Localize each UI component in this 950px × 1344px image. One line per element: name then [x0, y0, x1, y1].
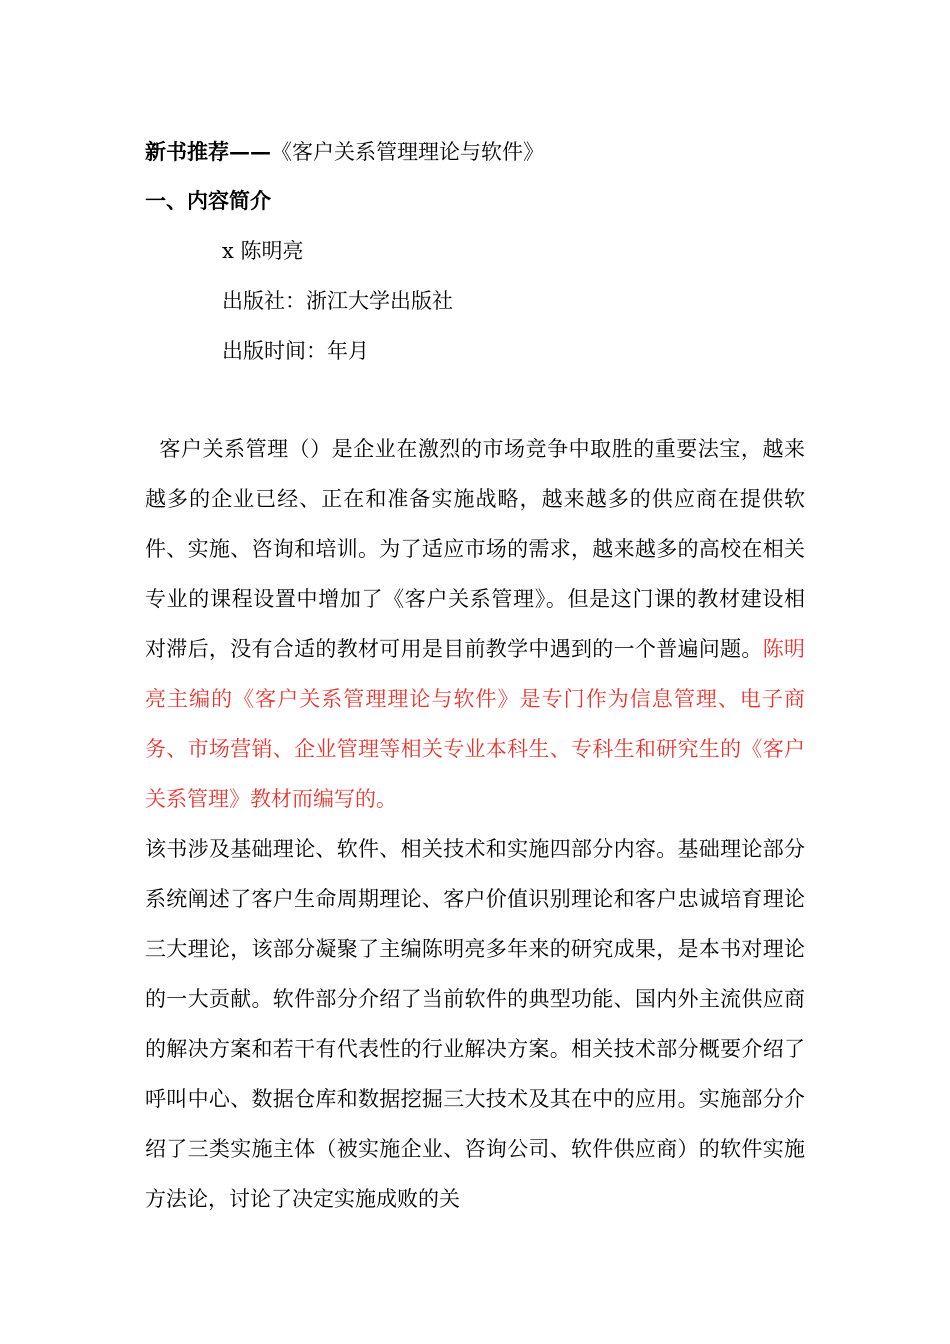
section-heading: 一、内容简介 — [145, 188, 271, 213]
title-prefix: 新书推荐—— — [145, 139, 271, 164]
document-title — [145, 137, 544, 167]
intro-paragraph — [145, 424, 805, 824]
intro-text: 客户关系管理（）是企业在激烈的市场竞争中取胜的重要法宝，越来越多的企业已经、正在和准备实施战略，越来越多的供应商在提供软件、实施、咨询和培训。为了适应市场的需求，越来越多的高校在相关专业的课程设置中增加了《客户关系管理》。但是这门课的教材建设相对滞后，没有合适的教材可用是目前教学中遇到的一个普遍问题。 — [145, 437, 805, 661]
book-title: 《客户关系管理理论与软件》 — [271, 140, 544, 164]
publisher-line: 出版社：浙江大学出版社 — [222, 289, 453, 313]
highlight-text: 陈明亮主编的《客户关系管理理论与软件》是专门作为信息管理、电子商务、市场营销、企业管理等相关专业本科生、专科生和研究生的《客户关系管理》教材而编写的。 — [145, 637, 806, 811]
author-line: x 陈明亮 — [222, 239, 304, 263]
publish-time-line: 出版时间：年月 — [222, 339, 369, 363]
content-paragraph: 该书涉及基础理论、软件、相关技术和实施四部分内容。基础理论部分系统阐述了客户生命周期理论、客户价值识别理论和客户忠诚培育理论三大理论，该部分凝聚了主编陈明亮多年来的研究成果，是本书对理论的一大贡献。软件部分介绍了当前软件的典型功能、国内外主流供应商的解决方案和若干有代表性的行业解决方案。相关技术部分概要介绍了呼叫中心、数据仓库和数据挖掘三大技术及其在中的应用。实施部分介绍了三类实施主体（被实施企业、咨询公司、软件供应商）的软件实施方法论，讨论了决定实施成败的关 — [145, 837, 805, 1211]
